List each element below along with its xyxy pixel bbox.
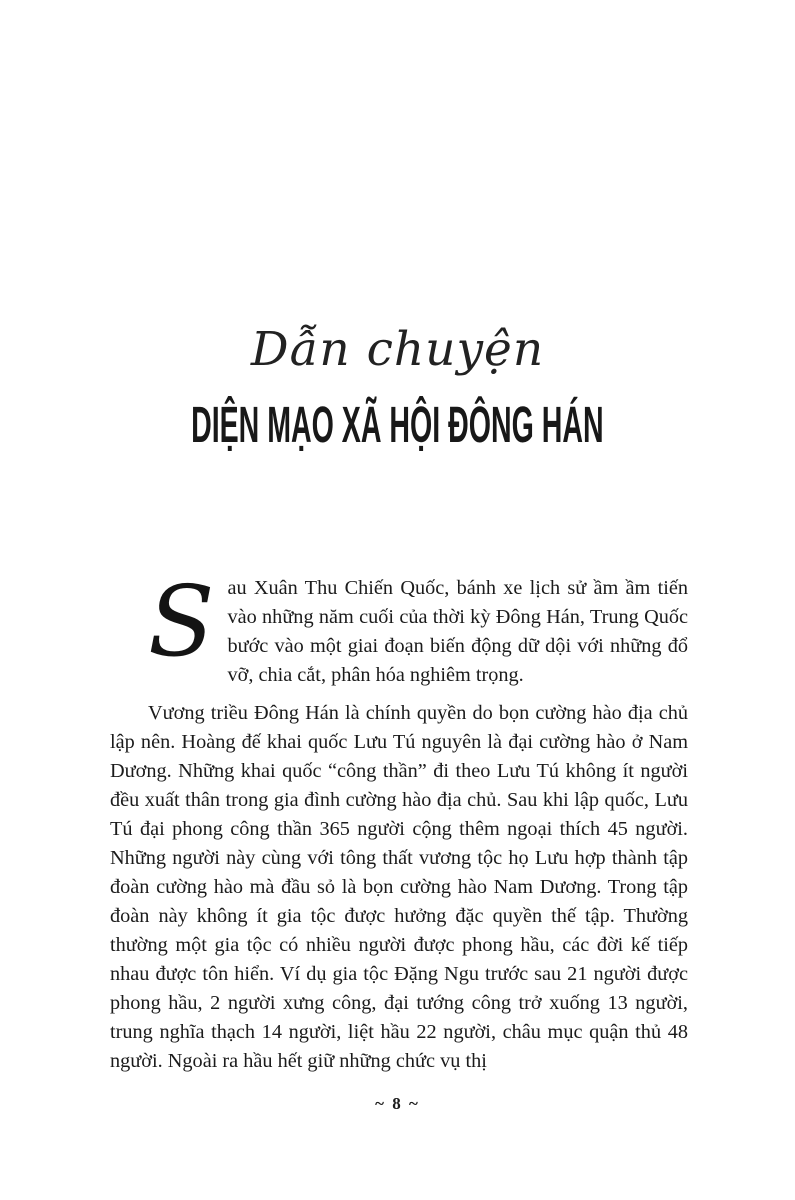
chapter-intro-script-label: Dẫn chuyện (250, 322, 545, 377)
paragraph-1 (110, 565, 688, 690)
paragraph-1-text: au Xuân Thu Chiến Quốc, bánh xe lịch sử ầm ầm tiến vào những năm cuối của thời kỳ Đông Hán, Trung Quốc bước vào một giai đoạn biến động dữ dội với những đổ vỡ, chia cắt, phân hóa nghiêm trọng. (227, 577, 688, 686)
body-text-block (110, 565, 688, 1076)
page-number: ~ 8 ~ (375, 1094, 420, 1113)
chapter-title-row (0, 396, 795, 453)
paragraph-2: Vương triều Đông Hán là chính quyền do bọn cường hào địa chủ lập nên. Hoàng đế khai quốc Lưu Tú nguyên là đại cường hào ở Nam Dương. Những khai quốc “công thần” đi theo Lưu Tú không ít người đều xuất thân trong gia đình cường hào địa chủ. Sau khi lập quốc, Lưu Tú đại phong công thần 365 người cộng thêm ngoại thích 45 người. Những người này cùng với tông thất vương tộc họ Lưu hợp thành tập đoàn cường hào mà đầu sỏ là bọn cường hào Nam Dương. Trong tập đoàn này không ít gia tộc được hưởng đặc quyền thế tập. Thường thường một gia tộc có nhiều người được phong hầu, các đời kế tiếp nhau được tôn hiển. Ví dụ gia tộc Đặng Ngu trước sau 21 người được phong hầu, 2 người xưng công, đại tướng công trở xuống 13 người, trung nghĩa thạch 14 người, liệt hầu 22 người, châu mục quận thủ 48 người. Ngoài ra hầu hết giữ những chức vụ thị (110, 702, 688, 1072)
chapter-title: DIỆN MẠO XÃ HỘI ĐÔNG HÁN (191, 396, 604, 453)
drop-cap-letter: S (148, 565, 215, 678)
